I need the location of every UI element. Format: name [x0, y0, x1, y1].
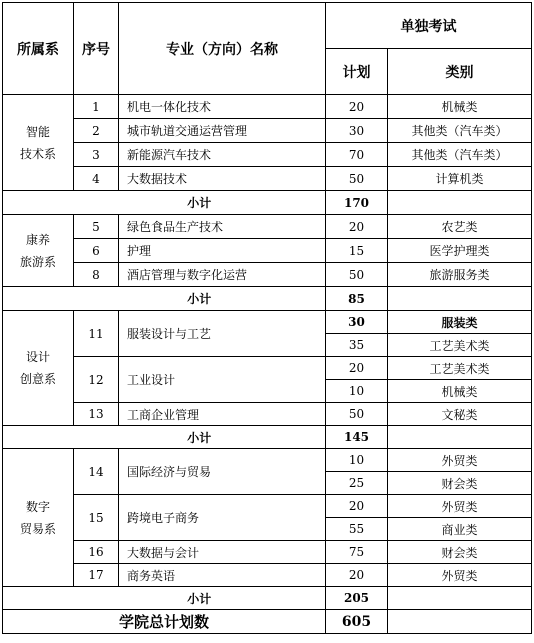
plan-cell: 25	[326, 472, 388, 495]
seq-cell: 4	[74, 167, 119, 191]
header-plan: 计划	[326, 49, 388, 95]
total-value: 605	[326, 610, 388, 634]
seq-cell: 17	[74, 564, 119, 587]
seq-cell: 3	[74, 143, 119, 167]
plan-cell: 20	[326, 564, 388, 587]
category-cell: 旅游服务类	[388, 263, 532, 287]
dept-cell: 智能 技术系	[3, 95, 74, 191]
plan-cell: 50	[326, 403, 388, 426]
table-row	[3, 403, 532, 426]
plan-cell: 20	[326, 357, 388, 380]
total-row	[3, 610, 532, 634]
table-row	[3, 449, 532, 472]
table-row	[3, 239, 532, 263]
plan-cell: 15	[326, 239, 388, 263]
major-cell: 酒店管理与数字化运营	[119, 263, 326, 287]
header-exam: 单独考试	[326, 3, 532, 49]
major-cell: 服装设计与工艺	[119, 311, 326, 357]
seq-cell: 11	[74, 311, 119, 357]
table-row	[3, 564, 532, 587]
plan-cell: 30	[326, 119, 388, 143]
category-cell: 外贸类	[388, 449, 532, 472]
seq-cell: 5	[74, 215, 119, 239]
category-cell: 商业类	[388, 518, 532, 541]
major-cell: 大数据与会计	[119, 541, 326, 564]
plan-cell: 30	[326, 311, 388, 334]
subtotal-value: 205	[326, 587, 388, 610]
table-row	[3, 263, 532, 287]
table-row	[3, 541, 532, 564]
dept-cell: 康养 旅游系	[3, 215, 74, 287]
subtotal-row	[3, 287, 532, 311]
subtotal-row	[3, 191, 532, 215]
table-row	[3, 167, 532, 191]
subtotal-label: 小计	[74, 191, 326, 215]
category-cell: 计算机类	[388, 167, 532, 191]
table-row	[3, 95, 532, 119]
major-cell: 商务英语	[119, 564, 326, 587]
dept-cell: 数字 贸易系	[3, 449, 74, 587]
seq-cell: 1	[74, 95, 119, 119]
major-cell: 国际经济与贸易	[119, 449, 326, 495]
major-cell: 城市轨道交通运营管理	[119, 119, 326, 143]
category-cell: 外贸类	[388, 495, 532, 518]
category-cell: 机械类	[388, 95, 532, 119]
plan-cell: 50	[326, 167, 388, 191]
seq-cell: 12	[74, 357, 119, 403]
subtotal-label: 小计	[74, 587, 326, 610]
category-cell: 机械类	[388, 380, 532, 403]
plan-cell: 70	[326, 143, 388, 167]
category-cell: 财会类	[388, 541, 532, 564]
category-cell: 财会类	[388, 472, 532, 495]
seq-cell: 6	[74, 239, 119, 263]
category-cell: 服装类	[388, 311, 532, 334]
major-cell: 机电一体化技术	[119, 95, 326, 119]
plan-cell: 10	[326, 380, 388, 403]
table-row	[3, 495, 532, 518]
subtotal-label: 小计	[74, 287, 326, 311]
dept-cell: 设计 创意系	[3, 311, 74, 426]
category-cell: 其他类（汽车类）	[388, 119, 532, 143]
seq-cell: 16	[74, 541, 119, 564]
total-label: 学院总计划数	[3, 610, 326, 634]
major-cell: 新能源汽车技术	[119, 143, 326, 167]
seq-cell: 14	[74, 449, 119, 495]
table-row	[3, 311, 532, 334]
header-category: 类别	[388, 49, 532, 95]
subtotal-value: 85	[326, 287, 388, 311]
plan-cell: 35	[326, 334, 388, 357]
seq-cell: 15	[74, 495, 119, 541]
category-cell: 文秘类	[388, 403, 532, 426]
header-major: 专业（方向）名称	[119, 3, 326, 95]
plan-cell: 10	[326, 449, 388, 472]
plan-cell: 50	[326, 263, 388, 287]
category-cell: 工艺美术类	[388, 357, 532, 380]
major-cell: 工商企业管理	[119, 403, 326, 426]
subtotal-row	[3, 426, 532, 449]
table-row	[3, 215, 532, 239]
major-cell: 护理	[119, 239, 326, 263]
header-dept: 所属系	[3, 3, 74, 95]
plan-cell: 75	[326, 541, 388, 564]
seq-cell: 2	[74, 119, 119, 143]
subtotal-label: 小计	[74, 426, 326, 449]
plan-cell: 55	[326, 518, 388, 541]
category-cell: 外贸类	[388, 564, 532, 587]
category-cell: 工艺美术类	[388, 334, 532, 357]
enrollment-plan-table	[2, 2, 532, 634]
category-cell: 医学护理类	[388, 239, 532, 263]
table-row	[3, 357, 532, 380]
plan-cell: 20	[326, 215, 388, 239]
header-seq: 序号	[74, 3, 119, 95]
subtotal-row	[3, 587, 532, 610]
plan-cell: 20	[326, 495, 388, 518]
seq-cell: 13	[74, 403, 119, 426]
table-row	[3, 119, 532, 143]
seq-cell: 8	[74, 263, 119, 287]
subtotal-value: 170	[326, 191, 388, 215]
category-cell: 农艺类	[388, 215, 532, 239]
major-cell: 绿色食品生产技术	[119, 215, 326, 239]
major-cell: 跨境电子商务	[119, 495, 326, 541]
major-cell: 大数据技术	[119, 167, 326, 191]
table-row	[3, 143, 532, 167]
category-cell: 其他类（汽车类）	[388, 143, 532, 167]
subtotal-value: 145	[326, 426, 388, 449]
major-cell: 工业设计	[119, 357, 326, 403]
plan-cell: 20	[326, 95, 388, 119]
